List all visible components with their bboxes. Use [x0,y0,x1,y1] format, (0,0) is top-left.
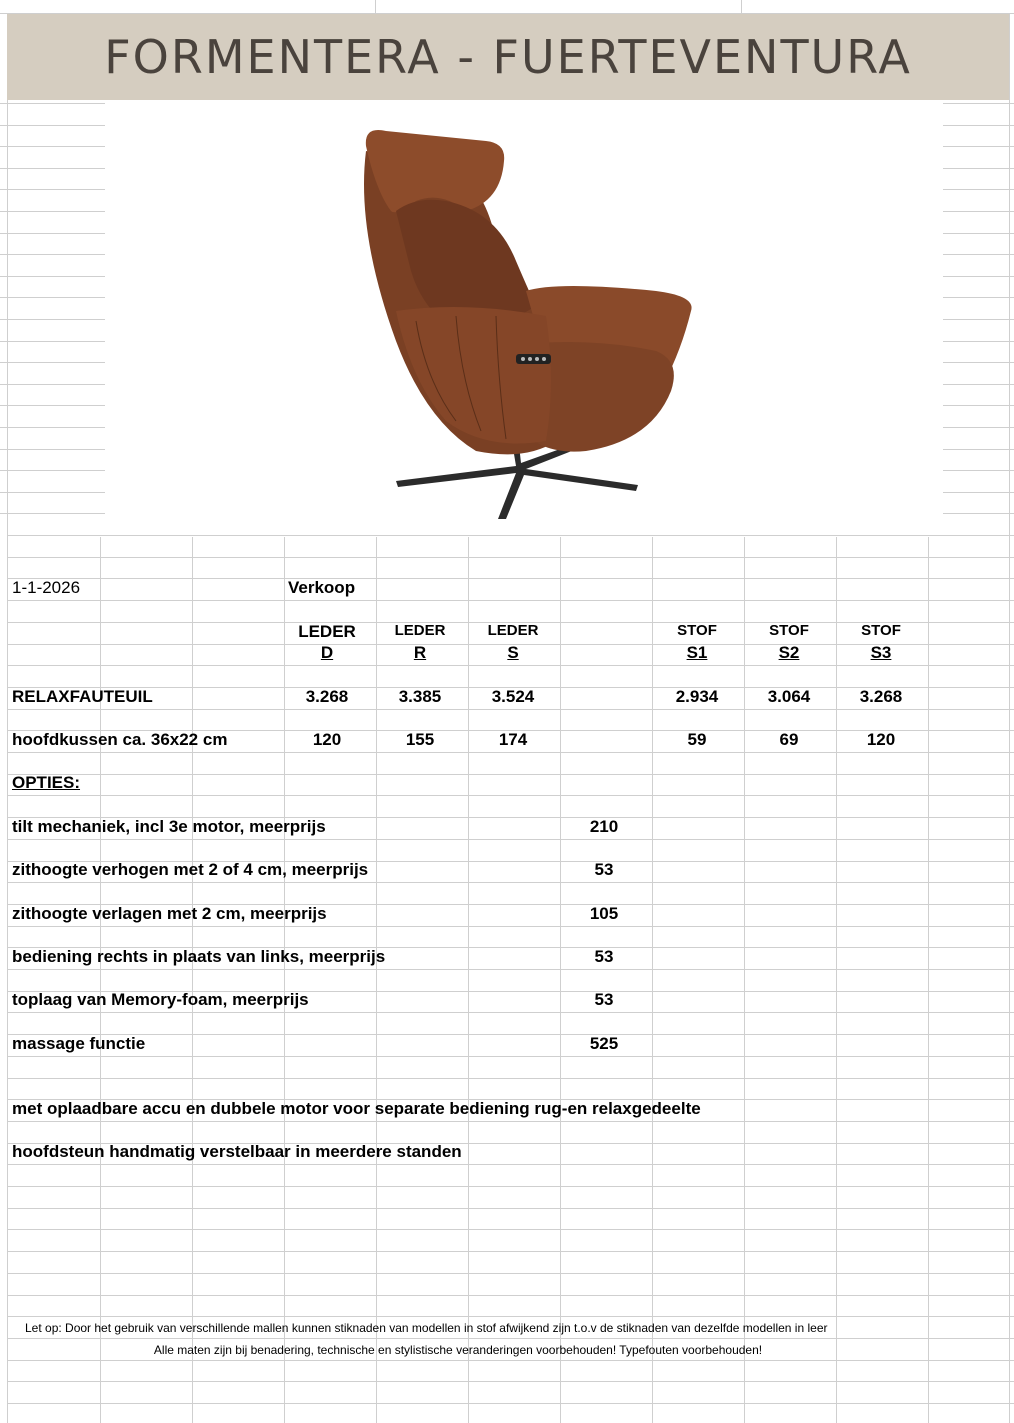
column-header-s3-code: S3 [870,643,892,662]
sales-label: Verkoop [288,578,356,597]
price-cell: 120 [866,730,896,749]
footer-disclaimer: Alle maten zijn bij benadering, technische en stylistische veranderingen voorbehouden! Typefouten voorbehouden! [153,1343,763,1357]
option-price: 53 [594,860,614,879]
note-headrest: hoofdsteun handmatig verstelbaar in meerdere standen [12,1142,462,1161]
column-header-s-type: LEDER [487,622,539,639]
column-header-s1-type: STOF [677,622,717,639]
option-price: 53 [594,990,614,1009]
option-price: 525 [589,1034,619,1053]
price-cell: 120 [312,730,342,749]
option-price: 210 [589,817,619,836]
price-cell: 2.934 [675,687,719,706]
relax-chair-image [356,121,696,521]
option-price: 105 [589,904,619,923]
footer-note-stitching: Let op: Door het gebruik van verschillende mallen kunnen stiknaden van modellen in stof afwijkend zijn t.o.v de stiknaden van dezelfde modellen in leer [25,1321,828,1335]
price-cell: 3.268 [305,687,349,706]
title-banner [7,14,1009,100]
column-header-d-code: D [320,643,334,662]
option-price: 53 [594,947,614,966]
price-cell: 69 [779,730,799,749]
column-header-s1-code: S1 [686,643,708,662]
column-header-s-code: S [507,643,519,662]
date-cell: 1-1-2026 [12,578,81,597]
option-label: toplaag van Memory-foam, meerprijs [12,990,309,1009]
column-header-s3-type: STOF [861,622,901,639]
option-label: tilt mechaniek, incl 3e motor, meerprijs [12,817,326,836]
page-title: FORMENTERA - FUERTEVENTURA [104,30,912,84]
row-label-relaxfauteuil: RELAXFAUTEUIL [12,687,153,706]
row-label-hoofdkussen: hoofdkussen ca. 36x22 cm [12,730,228,749]
option-label: zithoogte verhogen met 2 of 4 cm, meerprijs [12,860,369,879]
product-photo [106,101,942,535]
price-cell: 59 [687,730,707,749]
column-header-r-type: LEDER [394,622,446,639]
price-cell: 3.524 [491,687,535,706]
price-cell: 174 [498,730,528,749]
note-battery: met oplaadbare accu en dubbele motor voor separate bediening rug-en relaxgedeelte [12,1099,701,1118]
option-label: massage functie [12,1034,146,1053]
column-header-s2-code: S2 [778,643,800,662]
price-cell: 3.268 [859,687,903,706]
options-heading: OPTIES: [12,773,81,792]
price-cell: 3.385 [398,687,442,706]
price-cell: 3.064 [767,687,811,706]
column-header-r-code: R [413,643,427,662]
option-label: bediening rechts in plaats van links, meerprijs [12,947,386,966]
option-label: zithoogte verlagen met 2 cm, meerprijs [12,904,327,923]
price-cell: 155 [405,730,435,749]
column-header-d-type: LEDER [298,622,356,641]
column-header-s2-type: STOF [769,622,809,639]
